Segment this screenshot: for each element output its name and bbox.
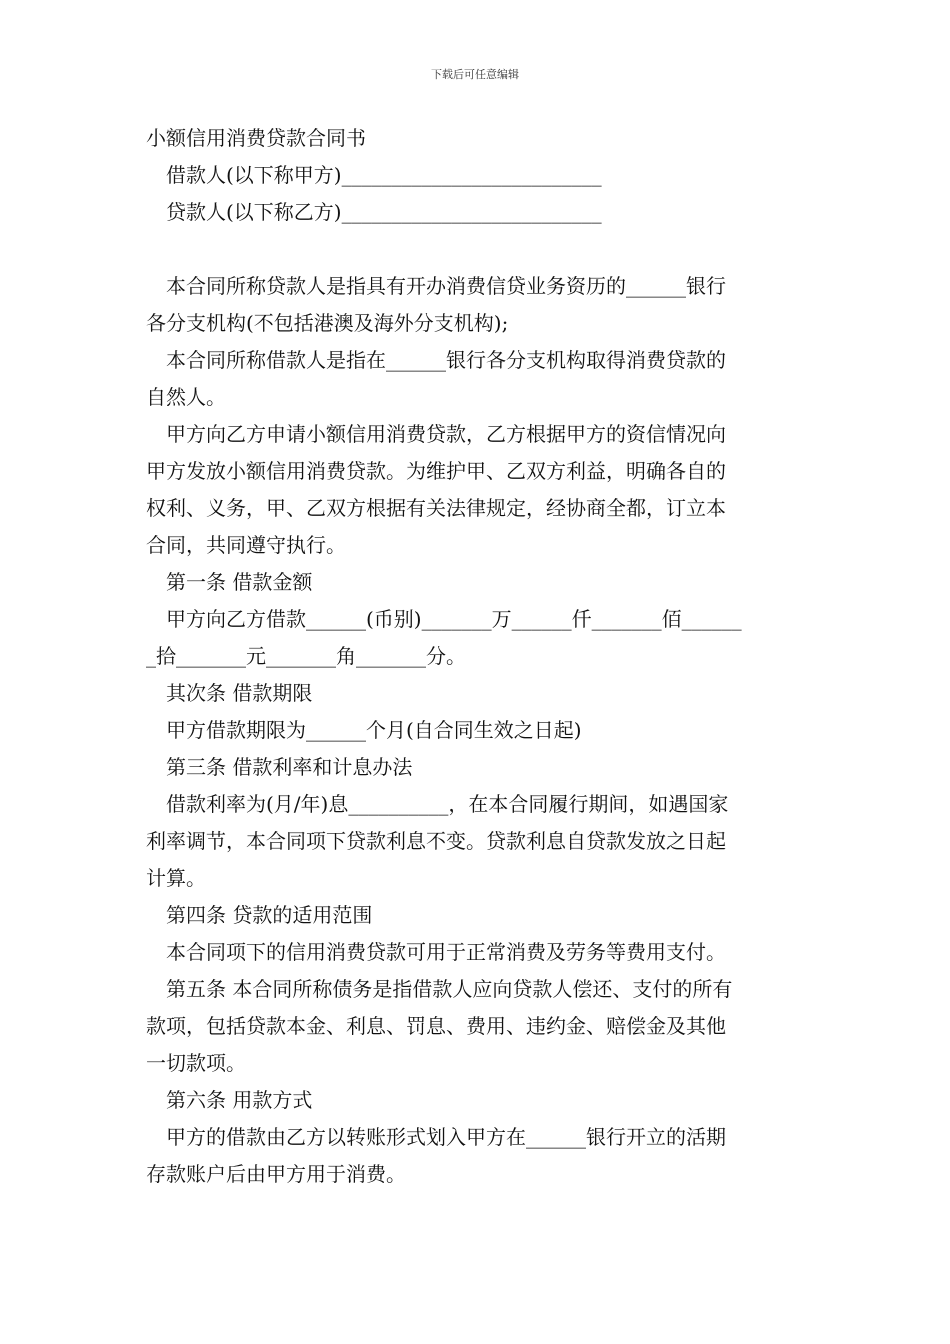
clause-line: 甲方借款期限为______个月(自合同生效之日起) bbox=[166, 718, 582, 742]
lender-line: 贷款人(以下称乙方)__________________________ bbox=[166, 200, 602, 224]
clause-line: 甲方发放小额信用消费贷款。为维护甲、乙双方利益，明确各自的 bbox=[146, 459, 726, 483]
section-heading: 第三条 借款利率和计息办法 bbox=[166, 755, 413, 779]
clause-line: 本合同项下的信用消费贷款可用于正常消费及劳务等费用支付。 bbox=[166, 940, 726, 964]
section-heading: 第四条 贷款的适用范围 bbox=[166, 903, 373, 927]
clause-line: 本合同所称借款人是指在______银行各分支机构取得消费贷款的 bbox=[166, 348, 726, 372]
clause-line: 款项，包括贷款本金、利息、罚息、费用、违约金、赔偿金及其他 bbox=[146, 1014, 726, 1038]
clause-line: 各分支机构(不包括港澳及海外分支机构); bbox=[146, 311, 509, 335]
section-heading: 第六条 用款方式 bbox=[166, 1088, 313, 1112]
clause-line: 甲方向乙方借款______(币别)_______万______仟_______佰______ bbox=[166, 607, 742, 631]
clause-line: _拾_______元_______角_______分。 bbox=[146, 644, 466, 668]
clause-line: 利率调节，本合同项下贷款利息不变。贷款利息自贷款发放之日起 bbox=[146, 829, 726, 853]
contract-document bbox=[146, 120, 808, 1193]
borrower-line: 借款人(以下称甲方)__________________________ bbox=[166, 163, 602, 187]
clause-line: 一切款项。 bbox=[146, 1051, 246, 1075]
clause-line: 合同，共同遵守执行。 bbox=[146, 533, 346, 557]
clause-line: 计算。 bbox=[146, 866, 206, 890]
clause-line: 甲方的借款由乙方以转账形式划入甲方在______银行开立的活期 bbox=[166, 1125, 726, 1149]
section-heading: 第五条 本合同所称债务是指借款人应向贷款人偿还、支付的所有 bbox=[166, 977, 733, 1001]
clause-line: 存款账户后由甲方用于消费。 bbox=[146, 1162, 406, 1186]
spacer bbox=[146, 231, 808, 268]
clause-line: 自然人。 bbox=[146, 385, 226, 409]
clause-line: 甲方向乙方申请小额信用消费贷款，乙方根据甲方的资信情况向 bbox=[166, 422, 726, 446]
clause-line: 权利、义务，甲、乙双方根据有关法律规定，经协商全都，订立本 bbox=[146, 496, 726, 520]
page-header: 下载后可任意编辑 bbox=[431, 68, 519, 81]
clause-line: 本合同所称贷款人是指具有开办消费信贷业务资历的______银行 bbox=[166, 274, 726, 298]
section-heading: 其次条 借款期限 bbox=[166, 681, 313, 705]
clause-line: 借款利率为(月/年)息__________，在本合同履行期间，如遇国家 bbox=[166, 792, 729, 816]
document-title: 小额信用消费贷款合同书 bbox=[146, 126, 366, 150]
section-heading: 第一条 借款金额 bbox=[166, 570, 313, 594]
